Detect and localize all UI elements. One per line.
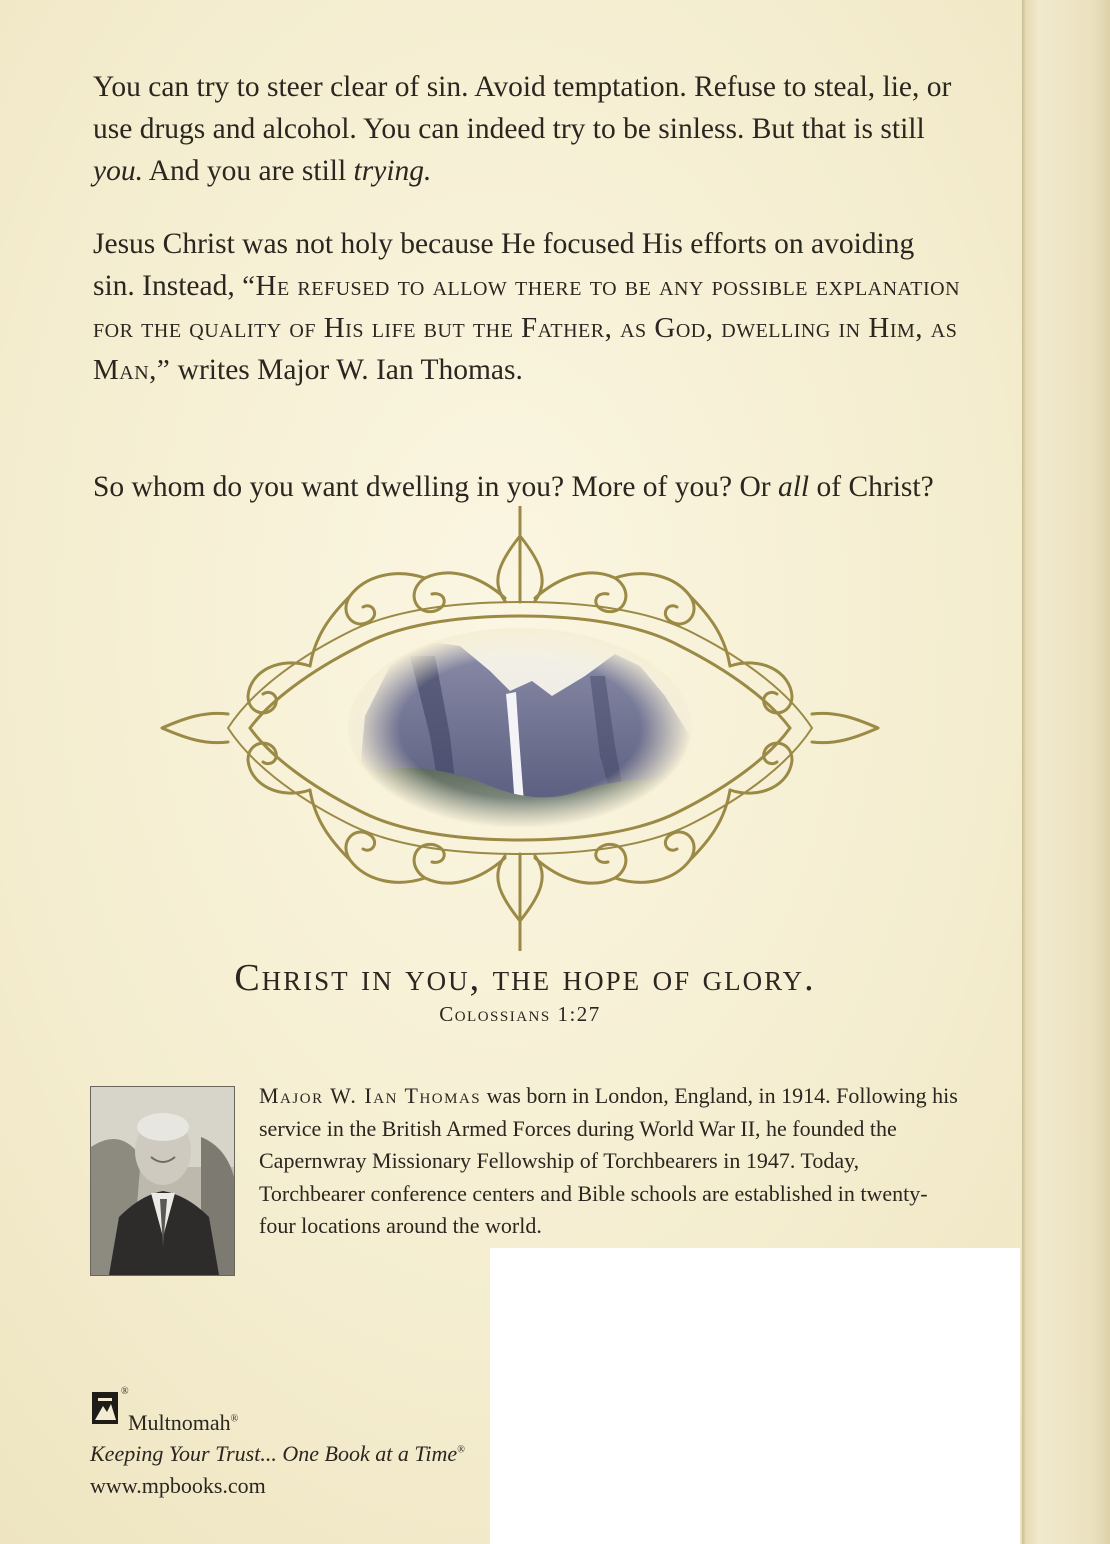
paragraph-2-quote: “He refused to allow there to be any possible explanation for the quality of His life but the Father, as God, dwelling in Him, as Man,”: [93, 270, 961, 386]
paragraph-2-text: Jesus Christ was not holy because He focused His efforts on avoiding sin. Instead,: [93, 228, 915, 302]
publisher-name-text: Multnomah: [128, 1410, 231, 1435]
logo-registered-mark: ®: [121, 1386, 129, 1397]
publisher-name: [128, 1410, 238, 1436]
scripture-reference: Colossians 1:27: [439, 1002, 601, 1026]
paragraph-2-attribution: writes Major W. Ian Thomas.: [170, 354, 523, 386]
publisher-tagline-text: Keeping Your Trust... One Book at a Time: [90, 1441, 458, 1466]
body-paragraph-2: [93, 223, 963, 391]
author-portrait-image: [91, 1087, 234, 1275]
publisher-tagline: [90, 1441, 465, 1467]
tagline-registered-mark: ®: [457, 1444, 465, 1456]
author-name: Major W. Ian Thomas: [259, 1083, 482, 1108]
paragraph-3-emphasis-all: all: [777, 471, 810, 503]
body-paragraph-3: [93, 466, 963, 508]
author-photo: [90, 1086, 235, 1276]
paragraph-1-text: You can try to steer clear of sin. Avoid temptation. Refuse to steal, lie, or use drugs and alcohol. You can indeed try to be sinless. But that is still: [93, 71, 952, 145]
cover-spine-edge: [1022, 0, 1110, 1544]
paragraph-1-emphasis-you: you.: [93, 155, 143, 187]
publisher-registered-mark: ®: [230, 1413, 239, 1425]
author-bio-text: was born in London, England, in 1914. Following his service in the British Armed Forces during World War II, he founded the Capernwray Missionary Fellowship of Torchbearers in 1947. Today, Torchbearer conference centers and Bible schools are established in twenty-four locations around the world.: [259, 1083, 958, 1238]
ornamental-frame: [160, 506, 880, 951]
waterfall-vignette-image: [340, 626, 700, 836]
barcode-sticker-area: [490, 1248, 1020, 1544]
publisher-url: www.mpbooks.com: [90, 1473, 266, 1498]
multnomah-logo-icon: [92, 1392, 118, 1424]
scripture-motto: Christ in you, the hope of glory.: [234, 957, 816, 999]
paragraph-1-text-cont: And you are still: [142, 155, 354, 187]
author-bio: [259, 1080, 959, 1243]
body-paragraph-1: [93, 66, 963, 192]
paragraph-3-text: So whom do you want dwelling in you? More of you? Or: [93, 471, 778, 503]
paragraph-1-emphasis-trying: trying.: [353, 155, 432, 187]
paragraph-3-text-cont: of Christ?: [809, 471, 934, 503]
